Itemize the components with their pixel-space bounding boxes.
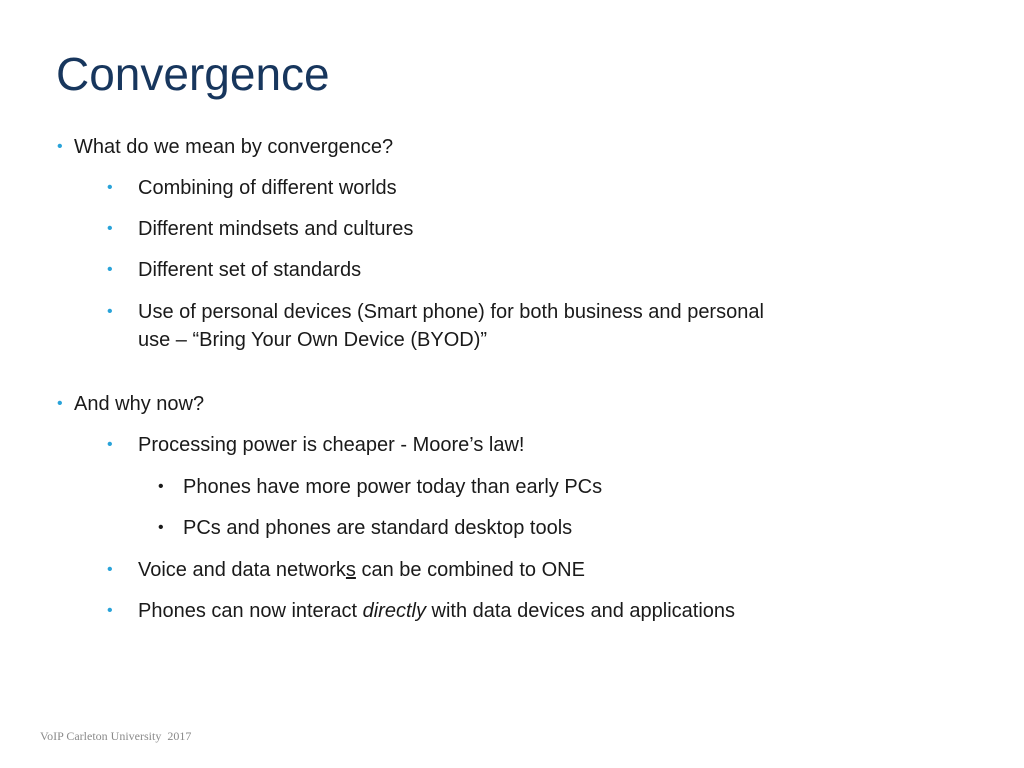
bullet-dot-icon: • bbox=[57, 395, 63, 412]
bullet-text: Different mindsets and cultures bbox=[138, 218, 414, 240]
bullet-text-underlined: s bbox=[345, 559, 356, 581]
bullet-text-a: Phones can now interact bbox=[138, 600, 363, 622]
bullet-text: Combining of different worlds bbox=[138, 177, 397, 199]
bullet-voice-data bbox=[107, 557, 585, 583]
bullet-dot-icon: • bbox=[107, 436, 113, 453]
bullet-text: And why now? bbox=[74, 393, 205, 415]
bullet-phones-interact bbox=[107, 598, 736, 624]
bullet-dot-icon: • bbox=[57, 138, 63, 155]
bullet-text-c: with data devices and applications bbox=[425, 600, 736, 622]
bullet-combining-worlds bbox=[107, 175, 397, 201]
bullet-text: What do we mean by convergence? bbox=[74, 136, 394, 158]
bullet-text: Processing power is cheaper - Moore’s law! bbox=[138, 434, 525, 456]
bullet-why-now bbox=[57, 391, 205, 417]
bullet-dot-icon: • bbox=[107, 602, 113, 619]
bullet-phones-power bbox=[158, 474, 603, 500]
bullet-dot-icon: • bbox=[158, 478, 164, 495]
bullet-text-c: can be combined to ONE bbox=[355, 559, 585, 581]
bullet-dot-icon: • bbox=[107, 179, 113, 196]
slide-footer: VoIP Carleton University 2017 bbox=[40, 729, 192, 743]
bullet-dot-icon: • bbox=[158, 519, 164, 536]
bullet-processing-power bbox=[107, 432, 525, 458]
bullet-byod bbox=[107, 299, 764, 325]
bullet-text-italic: directly bbox=[362, 600, 426, 622]
bullet-convergence-question bbox=[57, 134, 394, 160]
bullet-dot-icon: • bbox=[107, 261, 113, 278]
bullet-standards bbox=[107, 257, 362, 283]
bullet-text: Different set of standards bbox=[138, 259, 362, 281]
bullet-byod-continued: use – “Bring Your Own Device (BYOD)” bbox=[138, 329, 488, 351]
bullet-text-a: Voice and data network bbox=[138, 559, 346, 581]
bullet-text: PCs and phones are standard desktop tools bbox=[183, 517, 573, 539]
bullet-desktop-tools bbox=[158, 515, 573, 541]
bullet-dot-icon: • bbox=[107, 561, 113, 578]
bullet-text: Phones have more power today than early PCs bbox=[183, 476, 603, 498]
bullet-mindsets-cultures bbox=[107, 216, 414, 242]
slide-title: Convergence bbox=[56, 48, 330, 100]
bullet-dot-icon: • bbox=[107, 220, 113, 237]
bullet-dot-icon: • bbox=[107, 303, 113, 320]
bullet-text: Use of personal devices (Smart phone) for both business and personal bbox=[138, 301, 764, 323]
